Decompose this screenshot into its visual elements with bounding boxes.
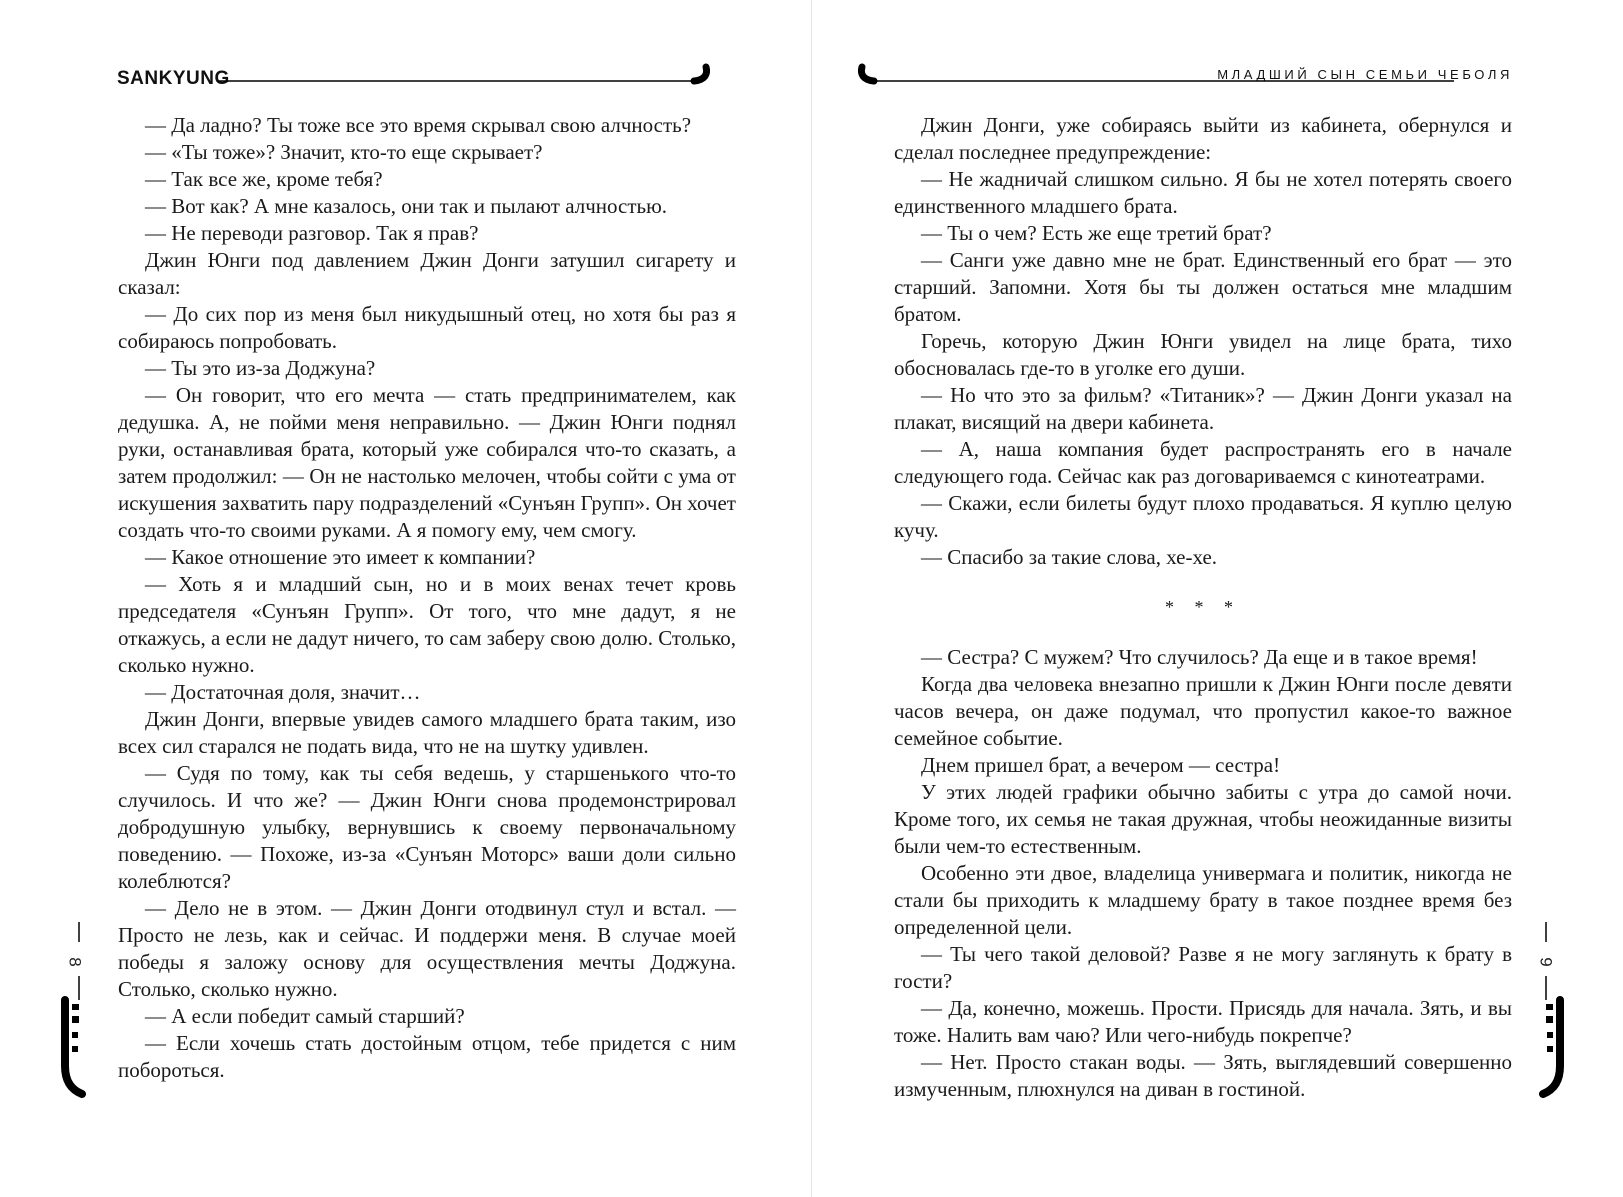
paragraph: — Достаточная доля, значит…	[145, 680, 421, 704]
paragraph: — «Ты тоже»? Значит, кто-то еще скрывает?	[145, 140, 543, 164]
paragraph: — Не переводи разговор. Так я прав?	[145, 221, 479, 245]
paragraph: Днем пришел брат, а вечером — сестра!	[921, 753, 1281, 777]
side-ornament-left	[0, 0, 811, 1197]
paragraph: Джин Юнги под давлением Джин Донги затушил сигарету и сказал:	[118, 248, 736, 299]
paragraph: — Хоть я и младший сын, но и в моих венах течет кровь председателя «Сунъян Групп». От того, что мне дадут, я не откажусь, а если не дадут ничего, то сам заберу свою долю. Столько, сколько нужно.	[118, 572, 736, 677]
paragraph: — Какое отношение это имеет к компании?	[145, 545, 536, 569]
paragraph: — Не жадничай слишком сильно. Я бы не хотел потерять своего единственного младшего брата.	[894, 167, 1512, 218]
paragraph: — Вот как? А мне казалось, они так и пылают алчностью.	[145, 194, 668, 218]
paragraph: — Но что это за фильм? «Титаник»? — Джин Донги указал на плакат, висящий на двери кабинета.	[894, 383, 1512, 434]
running-header-author: SANKYUNG	[117, 68, 230, 89]
paragraph: — Спасибо за такие слова, хе-хе.	[921, 545, 1218, 569]
paragraph: — До сих пор из меня был никудышный отец, но хотя бы раз я собираюсь попробовать.	[118, 302, 736, 353]
paragraph: — Если хочешь стать достойным отцом, тебе придется с ним побороться.	[118, 1031, 736, 1082]
paragraph: — Дело не в этом. — Джин Донги отодвинул стул и встал. — Просто не лезь, как и сейчас. И поддержи меня. В случае моей победы я заложу основу для осуществления мечты Доджуна. Столько, сколько нужно.	[118, 896, 736, 1001]
running-header-title: МЛАДШИЙ СЫН СЕМЬИ ЧЕБОЛЯ	[1217, 67, 1513, 82]
left-page	[0, 0, 811, 1197]
section-separator: * * *	[1165, 597, 1241, 617]
paragraph: — Он говорит, что его мечта — стать предпринимателем, как дедушка. А, не пойми меня неправильно. — Джин Юнги поднял руки, останавливая брата, который уже собирался что-то сказать, а затем продолжил: — Он не настолько мелочен, чтобы сойти с ума от искушения захватить пару подразделений «Сунъян Групп». Он хочет создать что-то своими руками. А я помогу ему, чем смогу.	[118, 383, 736, 542]
paragraph: Джин Донги, впервые увидев самого младшего брата таким, изо всех сил старался не подать вида, что не на шутку удивлен.	[118, 707, 736, 758]
paragraph: — А если победит самый старший?	[145, 1004, 465, 1028]
paragraph: — Ты это из-за Доджуна?	[145, 356, 376, 380]
paragraph: Джин Донги, уже собираясь выйти из кабинета, обернулся и сделал последнее предупреждение:	[894, 113, 1512, 164]
paragraph: У этих людей графики обычно забиты с утра до самой ночи. Кроме того, их семья не такая дружная, чтобы неожиданные визиты были чем-то естественным.	[894, 780, 1512, 858]
paragraph: Когда два человека внезапно пришли к Джин Юнги после девяти часов вечера, он даже подумал, что пропустил какое-то важное семейное событие.	[894, 672, 1512, 750]
paragraph: — Нет. Просто стакан воды. — Зять, выглядевший совершенно измученным, плюхнулся на диван в гостиной.	[894, 1050, 1512, 1101]
paragraph: — Судя по тому, как ты себя ведешь, у старшенького что-то случилось. И что же? — Джин Юнги снова продемонстрировал добродушную улыбку, вернувшись к своему первоначальному поведению. — Похоже, из-за «Сунъян Моторс» ваши доли сильно колеблются?	[118, 761, 736, 893]
right-page	[812, 0, 1623, 1197]
paragraph: — Скажи, если билеты будут плохо продаваться. Я куплю целую кучу.	[894, 491, 1512, 542]
paragraph: — Так все же, кроме тебя?	[145, 167, 383, 191]
paragraph: — А, наша компания будет распространять его в начале следующего года. Сейчас как раз договариваемся с кинотеатрами.	[894, 437, 1512, 488]
paragraph: — Ты чего такой деловой? Разве я не могу заглянуть к брату в гости?	[894, 942, 1512, 993]
paragraph: Горечь, которую Джин Юнги увидел на лице брата, тихо обосновалась где-то в уголке его души.	[894, 329, 1512, 380]
paragraph: — Ты о чем? Есть же еще третий брат?	[921, 221, 1272, 245]
paragraph: — Санги уже давно мне не брат. Единственный его брат — это старший. Запомни. Хотя бы ты должен остаться мне младшим братом.	[894, 248, 1512, 326]
paragraph: — Да, конечно, можешь. Прости. Присядь для начала. Зять, и вы тоже. Налить вам чаю? Или чего-нибудь покрепче?	[894, 996, 1512, 1047]
paragraph: Особенно эти двое, владелица универмага и политик, никогда не стали бы приходить к младшему брату в такое позднее время без определенной цели.	[894, 861, 1512, 939]
page-number-right: 9	[1536, 957, 1556, 967]
paragraph: — Сестра? С мужем? Что случилось? Да еще и в такое время!	[921, 645, 1478, 669]
paragraph: — Да ладно? Ты тоже все это время скрывал свою алчность?	[145, 113, 692, 137]
side-ornament-right	[812, 0, 1623, 1197]
page-number-left: 8	[65, 957, 85, 967]
